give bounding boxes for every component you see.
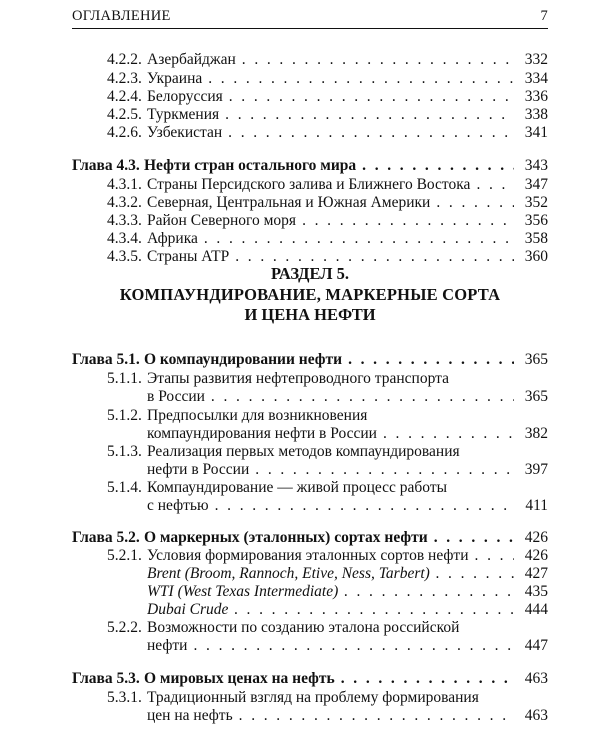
section-label: РАЗДЕЛ 5. [270,264,350,283]
leader-dots [341,669,514,689]
chapter-title: О мировых ценах на нефть [144,670,335,687]
entry-page: 341 [524,124,548,141]
toc-entry-continuation[interactable] [0,424,600,444]
entry-number: 5.2.1. [107,547,142,564]
entry-number: 4.2.4. [107,88,142,105]
leader-dots [436,193,514,213]
leader-dots [208,69,514,89]
toc-entry-continuation[interactable] [0,636,600,656]
subentry-title: Dubai Crude [147,601,229,618]
entry-number: 4.2.3. [107,70,142,87]
entry-number: 5.1.1. [107,370,142,387]
entry-title: Северная, Центральная и Южная Америки [147,194,431,211]
entry-title: Традиционный взгляд на проблему формирования [147,689,479,706]
toc-entry[interactable] [0,87,600,107]
entry-title: Украина [147,70,203,87]
chapter-number: Глава 5.3. [72,670,140,687]
toc-entry[interactable] [0,546,600,566]
entry-number: 4.3.3. [107,212,142,229]
entry-title: Узбекистан [147,124,223,141]
toc-entry[interactable] [0,123,600,143]
entry-page: 463 [524,707,548,724]
entry-page: 447 [524,637,548,654]
entry-page: 360 [524,248,548,265]
leader-dots [242,50,514,70]
toc-entry-continuation[interactable] [0,496,600,516]
toc-subentry[interactable] [0,582,600,602]
toc-entry[interactable] [0,105,600,125]
toc-entry[interactable] [0,688,600,708]
entry-title: Реализация первых методов компаундирования [147,443,460,460]
entry-title-cont: цен на нефть [147,707,233,724]
entry-title-cont: с нефтью [147,497,209,514]
leader-dots [362,156,514,176]
entry-page: 435 [524,583,548,600]
entry-page: 365 [524,388,548,405]
toc-subentry[interactable] [0,564,600,584]
header-title: ОГЛАВЛЕНИЕ [72,8,171,24]
toc-entry[interactable] [0,229,600,249]
toc-entry[interactable] [0,478,600,498]
toc-entry[interactable] [0,211,600,231]
leader-dots [436,564,514,584]
toc-chapter[interactable] [0,156,600,176]
entry-page: 397 [524,461,548,478]
chapter-number: Глава 4.3. [72,157,140,174]
toc-chapter[interactable] [0,528,600,548]
leader-dots [476,175,514,195]
entry-title: Компаундирование — живой процесс работы [147,479,448,496]
leader-dots [228,123,514,143]
entry-title: Белоруссия [147,88,223,105]
entry-number: 4.2.6. [107,124,142,141]
entry-title: Предпосылки для возникновения [147,407,368,424]
entry-page: 336 [524,88,548,105]
subentry-title: WTI (West Texas Intermediate) [147,583,339,600]
chapter-page: 463 [524,670,548,687]
toc-entry[interactable] [0,406,600,426]
entry-number: 5.1.2. [107,407,142,424]
entry-title: Азербайджан [147,51,236,68]
leader-dots [204,229,514,249]
toc-chapter[interactable] [0,669,600,689]
entry-number: 5.3.1. [107,689,142,706]
chapter-number: Глава 5.1. [72,351,140,368]
entry-page: 411 [525,497,548,514]
chapter-title: О маркерных (эталонных) сортах нефти [144,529,428,546]
toc-entry[interactable] [0,175,600,195]
leader-dots [215,496,514,516]
entry-number: 5.1.4. [107,479,142,496]
chapter-title: О компаундировании нефти [144,351,343,368]
entry-title-cont: компаундирования нефти в России [147,425,377,442]
entry-page: 382 [524,425,548,442]
entry-title-cont: в России [147,388,205,405]
toc-entry-continuation[interactable] [0,706,600,726]
chapter-number: Глава 5.2. [72,529,140,546]
toc-entry[interactable] [0,193,600,213]
leader-dots [193,636,514,656]
entry-title: Туркмения [147,106,220,123]
section-title-line2: И ЦЕНА НЕФТИ [244,305,376,324]
leader-dots [255,460,514,480]
entry-title: Этапы развития нефтепроводного транспорта [147,370,449,387]
toc-chapter[interactable] [0,350,600,370]
toc-entry-continuation[interactable] [0,460,600,480]
entry-title-cont: нефти в России [147,461,250,478]
toc-entry[interactable] [0,618,600,638]
leader-dots [475,546,514,566]
chapter-page: 426 [524,529,548,546]
section-title-line1: КОМПАУНДИРОВАНИЕ, МАРКЕРНЫЕ СОРТА [119,285,501,304]
entry-number: 4.3.4. [107,230,142,247]
toc-entry[interactable] [0,69,600,89]
leader-dots [234,600,514,620]
entry-title: Страны АТР [147,248,230,265]
entry-number: 4.3.1. [107,176,142,193]
leader-dots [225,105,514,125]
chapter-title: Нефти стран остального мира [144,157,357,174]
entry-page: 444 [524,601,548,618]
leader-dots [239,706,514,726]
leader-dots [229,87,514,107]
entry-page: 334 [524,70,548,87]
leader-dots [348,350,514,370]
entry-title: Район Северного моря [147,212,297,229]
entry-number: 4.2.5. [107,106,142,123]
leader-dots [383,424,514,444]
leader-dots [434,528,514,548]
entry-title: Страны Персидского залива и Ближнего Востока [147,176,471,193]
leader-dots [302,211,514,231]
entry-number: 4.3.2. [107,194,142,211]
entry-page: 338 [524,106,548,123]
entry-title: Африка [147,230,198,247]
entry-page: 427 [524,565,548,582]
toc-entry-continuation[interactable] [0,387,600,407]
entry-number: 4.3.5. [107,248,142,265]
entry-page: 358 [524,230,548,247]
entry-number: 5.1.3. [107,443,142,460]
entry-page: 332 [524,51,548,68]
entry-title-cont: нефти [147,637,188,654]
chapter-page: 365 [524,351,548,368]
entry-title: Возможности по созданию эталона российской [147,619,460,636]
entry-title: Условия формирования эталонных сортов нефти [147,547,469,564]
leader-dots [344,582,514,602]
toc-entry[interactable] [0,442,600,462]
leader-dots [211,387,514,407]
toc-entry[interactable] [0,50,600,70]
chapter-page: 343 [524,157,548,174]
toc-subentry[interactable] [0,600,600,620]
entry-page: 347 [524,176,548,193]
subentry-title: Brent (Broom, Rannoch, Etive, Ness, Tarbert) [147,565,430,582]
header-page-number: 7 [540,8,548,24]
entry-number: 4.2.2. [107,51,142,68]
entry-number: 5.2.2. [107,619,142,636]
entry-page: 426 [524,547,548,564]
running-header [72,8,548,29]
entry-page: 352 [524,194,548,211]
entry-page: 356 [524,212,548,229]
toc-entry[interactable] [0,369,600,389]
